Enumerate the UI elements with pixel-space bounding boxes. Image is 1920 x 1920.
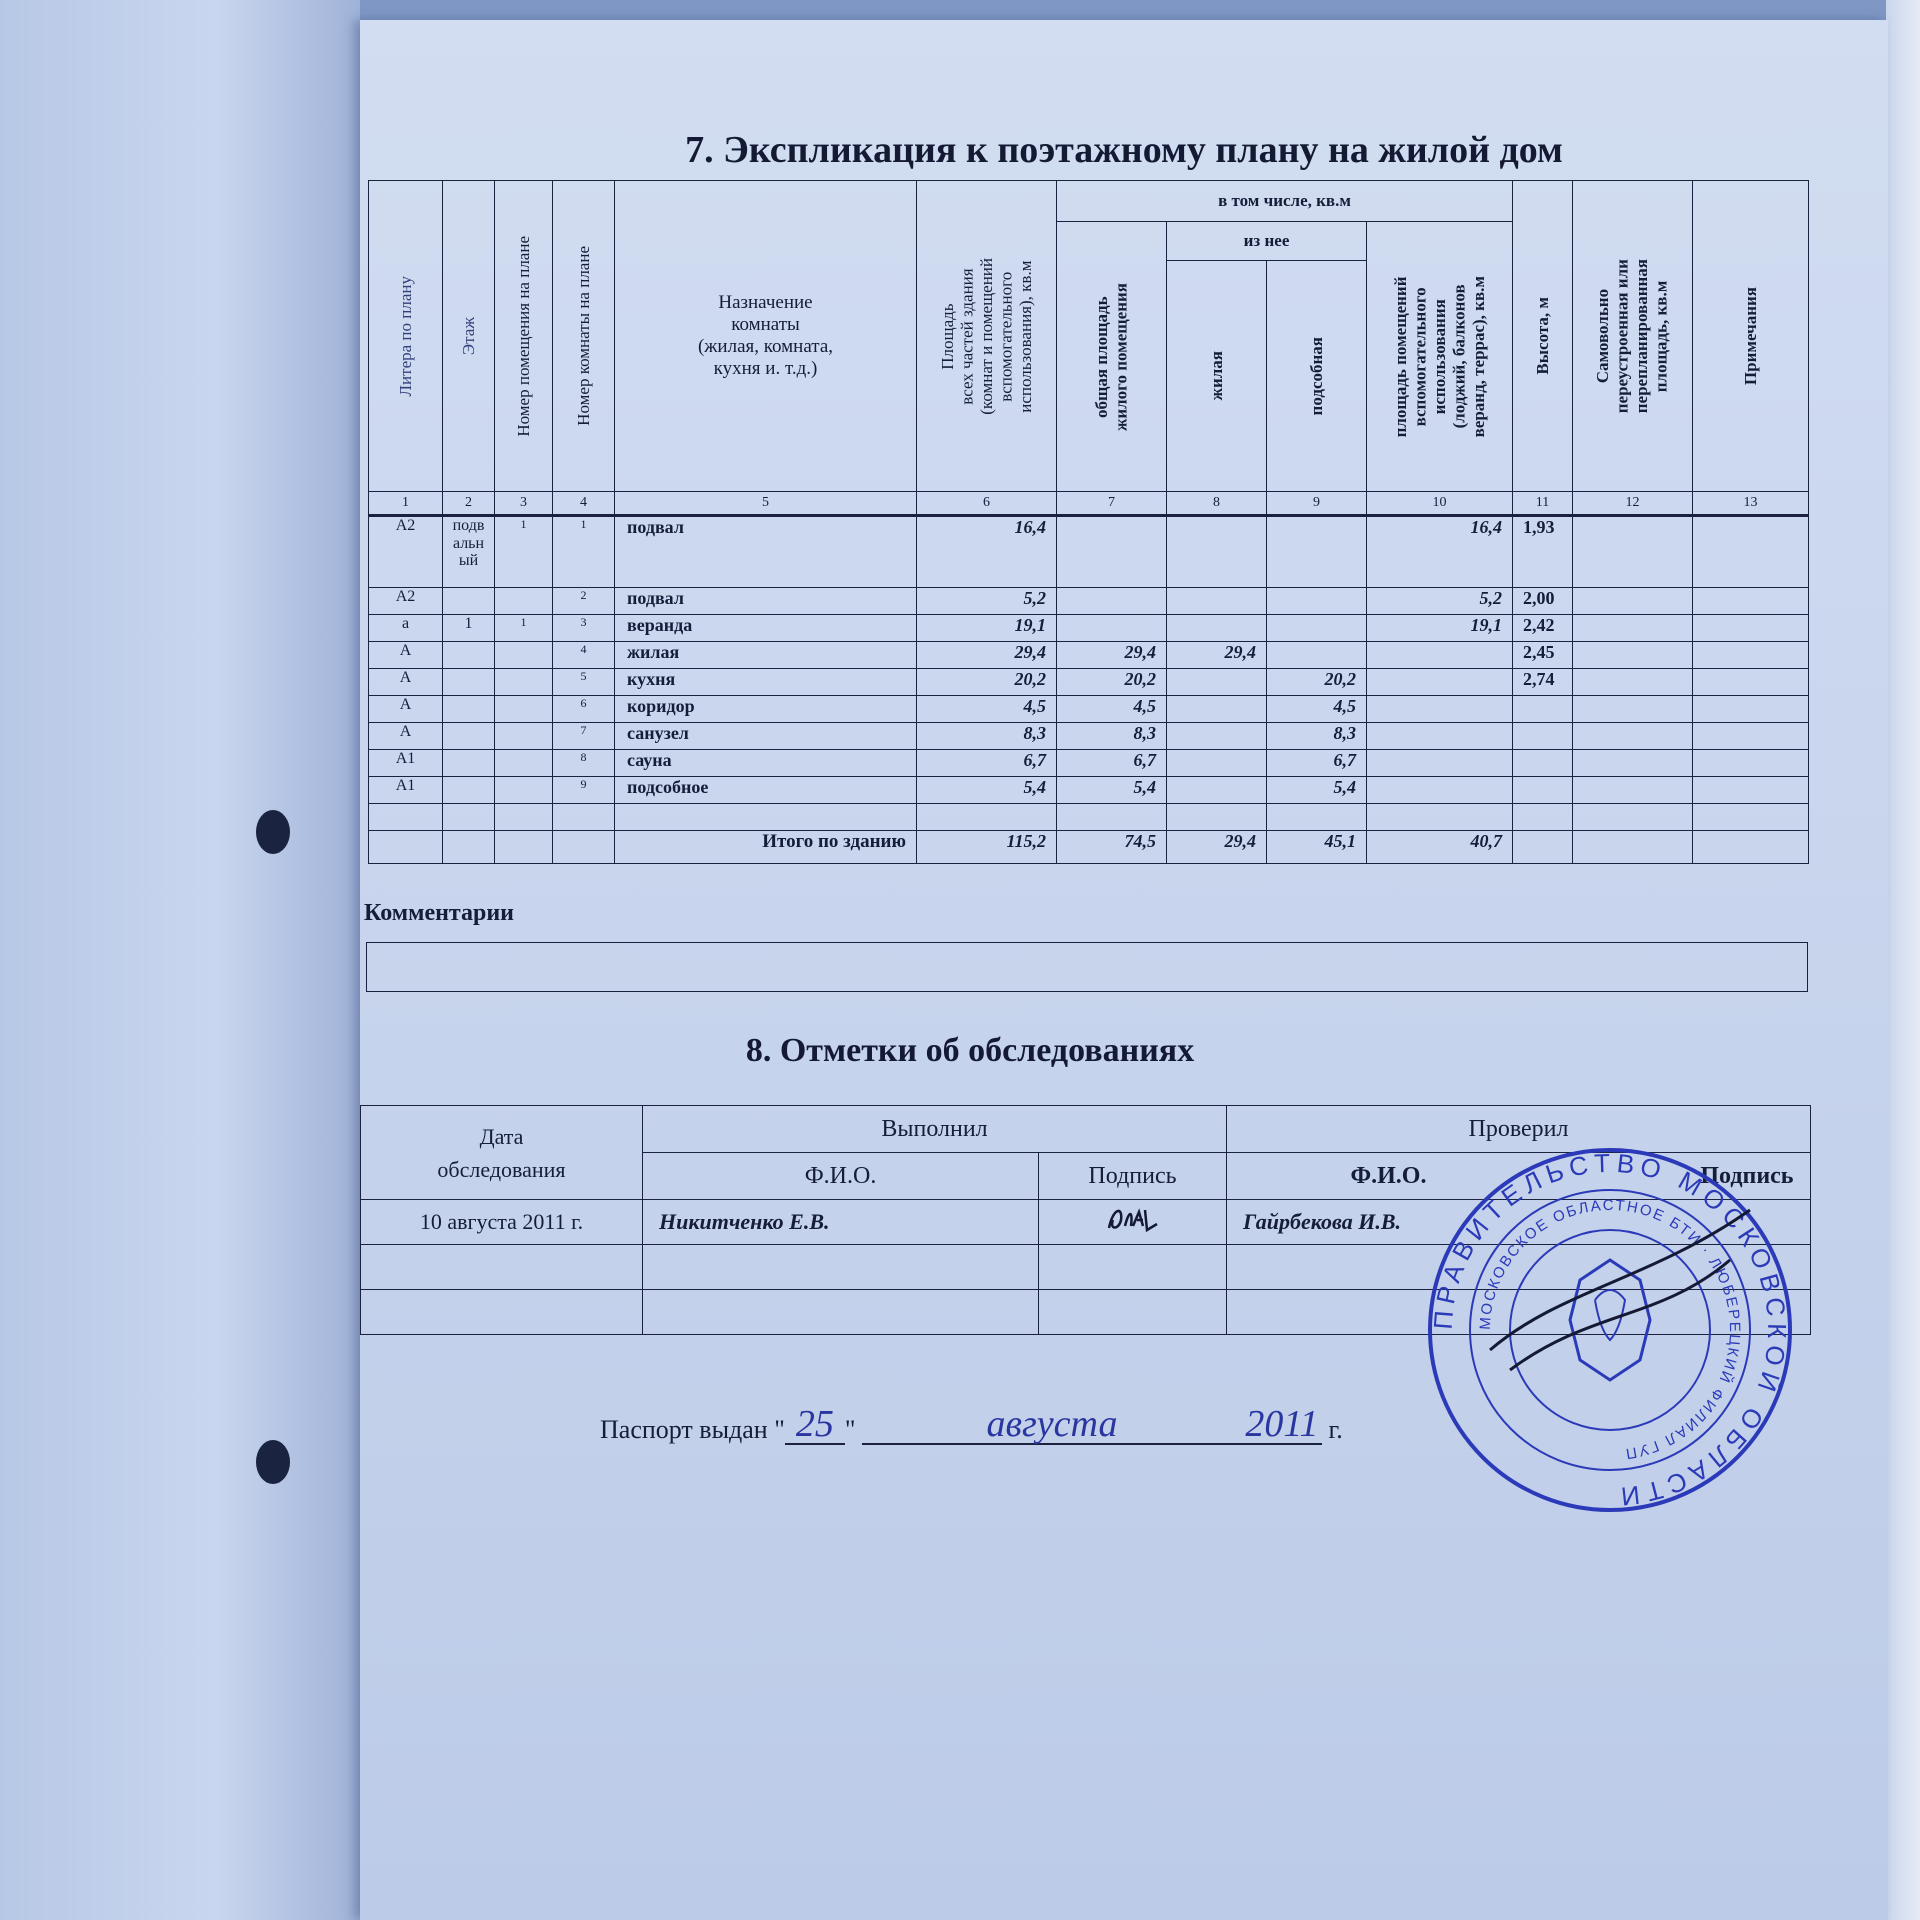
col-aux-header: подсобная [1267,261,1367,492]
column-number-row: 1 2 3 4 5 6 7 8 9 10 11 12 13 [369,492,1809,516]
passport-issued-line: Паспорт выдан " 25 " августа 2011 г. [600,1403,1343,1445]
punch-hole [256,810,290,854]
performer-signature-header: Подпись [1039,1153,1227,1200]
col-purpose-header: Назначение комнаты (жилая, комната, кухня и. т.д.) [615,181,917,492]
comments-label: Комментарии [364,900,515,926]
col-premise-header: Номер помещения на плане [495,181,553,492]
date-header: Дата обследования [361,1106,643,1200]
bti-stamp-seal [1420,1140,1800,1520]
col-notes-header: Примечания [1693,181,1809,492]
table-row: а 1 1 3 веранда 19,1 19,1 2,42 [369,615,1809,642]
of-which-header: из нее [1167,222,1367,261]
table-row: А1 9 подсобное 5,4 5,4 5,4 [369,777,1809,804]
col-living-header: жилая [1167,261,1267,492]
table-row: А1 8 сауна 6,7 6,7 6,7 [369,750,1809,777]
explication-table [368,180,1809,864]
table-row: А 4 жилая 29,4 29,4 29,4 2,45 [369,642,1809,669]
checker-signature-header: Подпись [1700,1162,1794,1189]
next-page-edge [1886,0,1920,1920]
document-page [360,20,1888,1920]
checked-header: Проверил [1227,1106,1811,1153]
passport-year: 2011 [1242,1405,1322,1445]
col-height-header: Высота, м [1513,181,1573,492]
passport-day: 25 [785,1405,845,1445]
empty-row [369,804,1809,831]
svg-text:ПРАВИТЕЛЬСТВО МОСКОВСКОЙ ОБЛАС: ПРАВИТЕЛЬСТВО МОСКОВСКОЙ ОБЛАСТИ [1427,1147,1793,1513]
table-row: А 6 коридор 4,5 4,5 4,5 [369,696,1809,723]
performer-fio-header: Ф.И.О. [643,1153,1039,1200]
col-auxarea-header: площадь помещений вспомогательного использования (лоджий, балконов веранд, террас), кв.м [1367,222,1513,492]
section8-title: 8. Отметки об обследованиях [745,1032,1195,1069]
table-row: 10 августа 2011 г. Никитченко Е.В. Гайрбекова И.В. [361,1200,1811,1245]
left-page [0,0,360,1920]
table-row: А 7 санузел 8,3 8,3 8,3 [369,723,1809,750]
col-area-header: Площадь всех частей здания (комнат и помещений вспомогательного использования), кв.м [917,181,1057,492]
section7-title: 7. Экспликация к поэтажному плану на жилой дом [685,129,1563,171]
table-row: А2 2 подвал 5,2 5,2 2,00 [369,588,1809,615]
table-row: А 5 кухня 20,2 20,2 20,2 2,74 [369,669,1809,696]
col-selfbuilt-header: Самовольно переустроенная или перепланированная площадь, кв.м [1573,181,1693,492]
col-floor-header: Этаж [443,181,495,492]
col-general-header: общая площадь жилого помещения [1057,222,1167,492]
punch-hole [256,1440,290,1484]
incl-header: в том числе, кв.м [1057,181,1513,222]
passport-month: августа [862,1405,1242,1445]
total-row: Итого по зданию 115,2 74,5 29,4 45,1 40,7 [369,831,1809,864]
comments-box [366,942,1808,992]
checker-fio-header: Ф.И.О. [1350,1162,1427,1189]
svg-text:МОСКОВСКОЕ ОБЛАСТНОЕ БТИ · ЛЮБ: МОСКОВСКОЕ ОБЛАСТНОЕ БТИ · ЛЮБЕРЕЦКИЙ ФИЛИАЛ ГУП [1476,1196,1744,1463]
performer-signature [1039,1200,1227,1245]
col-room-header: Номер комнаты на плане [553,181,615,492]
table-row: А2 подв альн ый 1 1 подвал 16,4 16,4 1,93 [369,516,1809,588]
performed-header: Выполнил [643,1106,1227,1153]
col-litera-header: Литера по плану [369,181,443,492]
